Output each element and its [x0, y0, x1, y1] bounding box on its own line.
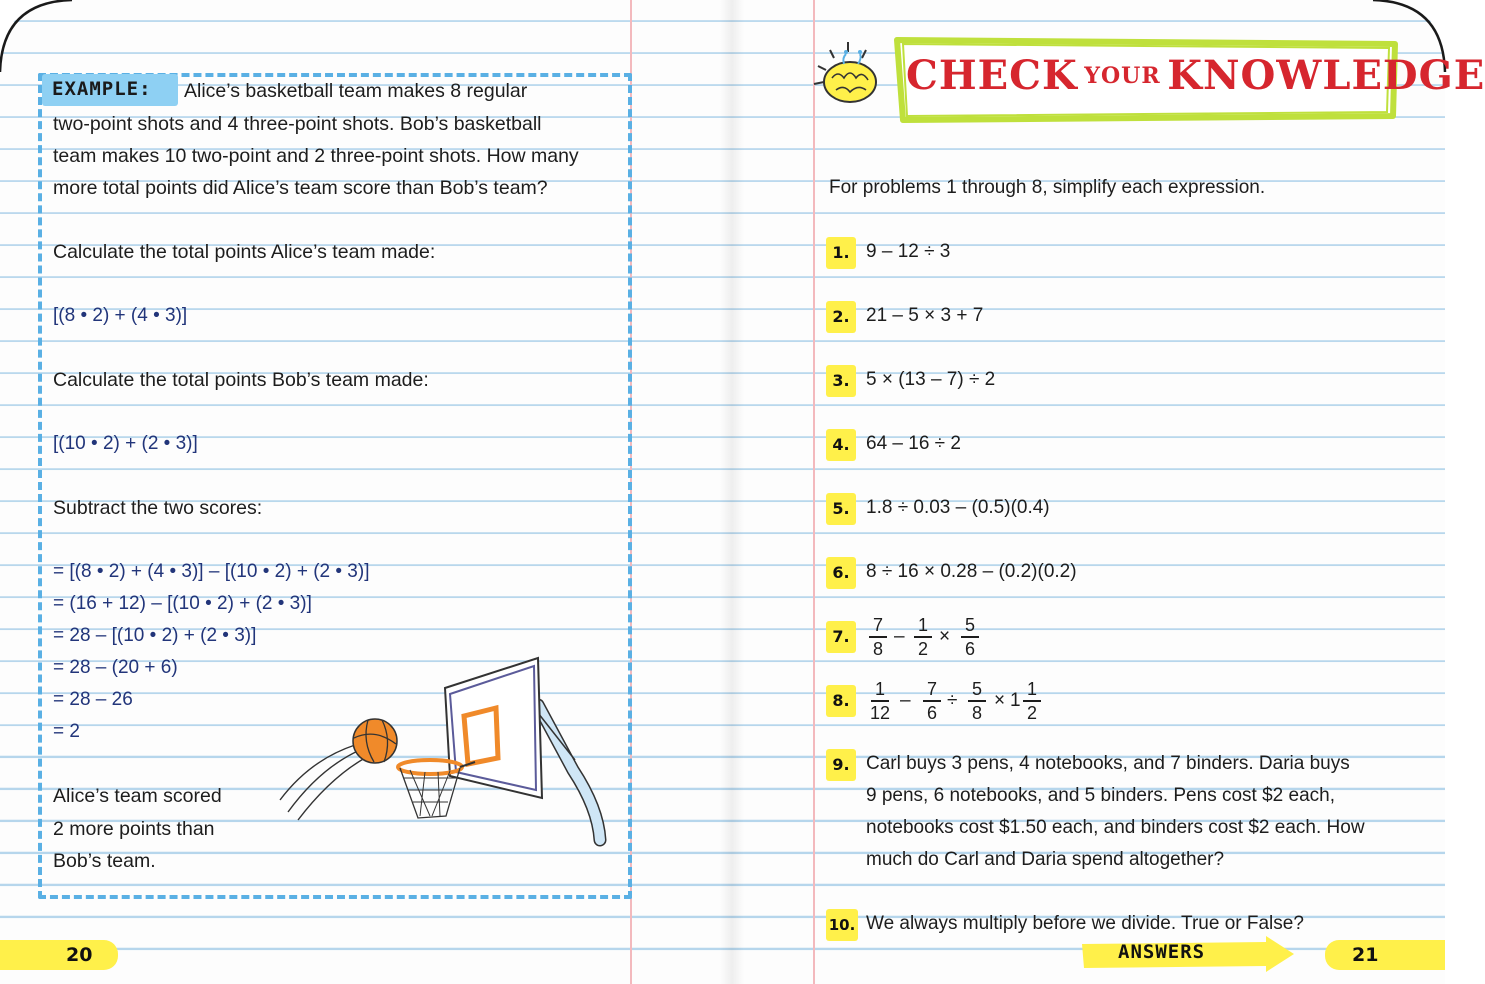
work-line-1: = [(8 • 2) + (4 • 3)] – [(10 • 2) + (2 • 3)] — [53, 561, 370, 582]
step3-label: Subtract the two scores: — [53, 497, 263, 519]
right-page-number: 21 — [1352, 944, 1379, 966]
work-line-2: = (16 + 12) – [(10 • 2) + (2 • 3)] — [53, 593, 312, 614]
problem-6-text: 8 ÷ 16 × 0.28 – (0.2)(0.2) — [866, 561, 1077, 582]
problem-7-fraction-a — [866, 614, 890, 660]
problem-8-fraction-a — [868, 678, 892, 724]
fraction-numerator: 7 — [872, 615, 883, 635]
problem-8-whole-number: 1 — [1010, 690, 1021, 711]
problem-8-operator-2: ÷ — [947, 690, 958, 711]
problem-9-line-3: notebooks cost $1.50 each, and binders cost $2 each. How — [866, 817, 1365, 838]
fraction-denominator: 8 — [971, 703, 982, 723]
fraction-numerator: 1 — [917, 615, 928, 635]
problem-9-number: 9. — [826, 749, 856, 781]
problem-9-line-2: 9 pens, 6 notebooks, and 5 binders. Pens cost $2 each, — [866, 785, 1335, 806]
step1-expression: [(8 • 2) + (4 • 3)] — [53, 305, 188, 326]
problem-7-fraction-b — [911, 614, 935, 660]
problem-8-fraction-d — [1020, 678, 1044, 724]
conclusion-line-1: Alice’s team scored — [53, 785, 222, 807]
step1-label: Calculate the total points Alice’s team made: — [53, 241, 436, 263]
left-page-number: 20 — [66, 944, 93, 966]
step2-label: Calculate the total points Bob’s team made: — [53, 369, 429, 391]
right-page-number-highlight — [1325, 940, 1445, 970]
fraction-numerator: 7 — [926, 679, 937, 699]
fraction-denominator: 6 — [964, 639, 975, 659]
answers-link[interactable]: ANSWERS — [1118, 941, 1206, 963]
problem-8-fraction-c — [965, 678, 989, 724]
conclusion-line-2: 2 more points than — [53, 818, 215, 840]
fraction-denominator: 2 — [917, 639, 928, 659]
problem-4-text: 64 – 16 ÷ 2 — [866, 433, 961, 454]
work-line-5: = 28 – 26 — [53, 689, 133, 710]
fraction-denominator: 12 — [869, 703, 891, 723]
problem-1-text: 9 – 12 ÷ 3 — [866, 241, 951, 262]
title-knowledge: KNOWLEDGE — [1167, 52, 1485, 99]
fraction-denominator: 6 — [926, 703, 937, 723]
problem-4-number: 4. — [826, 429, 856, 461]
problem-8-number: 8. — [826, 685, 856, 717]
left-page-number-highlight — [0, 940, 118, 970]
problem-7-number: 7. — [826, 621, 856, 653]
problem-line-1: Alice’s basketball team makes 8 regular — [184, 80, 528, 102]
problem-2-number: 2. — [826, 301, 856, 333]
problem-7-operator-2: × — [939, 626, 951, 647]
problem-2-text: 21 – 5 × 3 + 7 — [866, 305, 984, 326]
brain-icon — [808, 38, 894, 108]
instructions: For problems 1 through 8, simplify each expression. — [829, 177, 1266, 198]
conclusion-line-3: Bob’s team. — [53, 850, 156, 872]
basketball-hoop-illustration — [270, 650, 610, 850]
problem-line-3: team makes 10 two-point and 2 three-point shots. How many — [53, 145, 579, 167]
problem-5-text: 1.8 ÷ 0.03 – (0.5)(0.4) — [866, 497, 1050, 518]
problem-10-number: 10. — [826, 909, 858, 941]
problem-5-number: 5. — [826, 493, 856, 525]
problem-1-number: 1. — [826, 237, 856, 269]
fraction-numerator: 1 — [1026, 679, 1037, 699]
work-line-6: = 2 — [53, 721, 80, 742]
problem-9-line-1: Carl buys 3 pens, 4 notebooks, and 7 binders. Daria buys — [866, 753, 1350, 774]
section-title — [906, 52, 1485, 99]
fraction-numerator: 5 — [971, 679, 982, 699]
work-line-4: = 28 – (20 + 6) — [53, 657, 178, 678]
problem-line-4: more total points did Alice’s team score than Bob’s team? — [53, 177, 548, 199]
problem-8-operator-3: × — [994, 690, 1006, 711]
fraction-denominator: 8 — [872, 639, 883, 659]
problem-9-line-4: much do Carl and Daria spend altogether? — [866, 849, 1225, 870]
fraction-numerator: 5 — [964, 615, 975, 635]
problem-10-text: We always multiply before we divide. True or False? — [866, 913, 1304, 934]
problem-3-text: 5 × (13 – 7) ÷ 2 — [866, 369, 996, 390]
problem-7-operator-1: – — [894, 626, 905, 647]
problem-3-number: 3. — [826, 365, 856, 397]
fraction-numerator: 1 — [874, 679, 885, 699]
title-check: CHECK — [906, 52, 1078, 99]
example-tag: EXAMPLE: — [52, 78, 152, 100]
fraction-denominator: 2 — [1026, 703, 1037, 723]
problem-8-operator-1: – — [900, 690, 911, 711]
step2-expression: [(10 • 2) + (2 • 3)] — [53, 433, 198, 454]
problem-line-2: two-point shots and 4 three-point shots. Bob’s basketball — [53, 113, 542, 135]
problem-7-fraction-c — [958, 614, 982, 660]
title-your: YOUR — [1084, 63, 1161, 89]
problem-6-number: 6. — [826, 557, 856, 589]
work-line-3: = 28 – [(10 • 2) + (2 • 3)] — [53, 625, 257, 646]
problem-8-fraction-b — [920, 678, 944, 724]
